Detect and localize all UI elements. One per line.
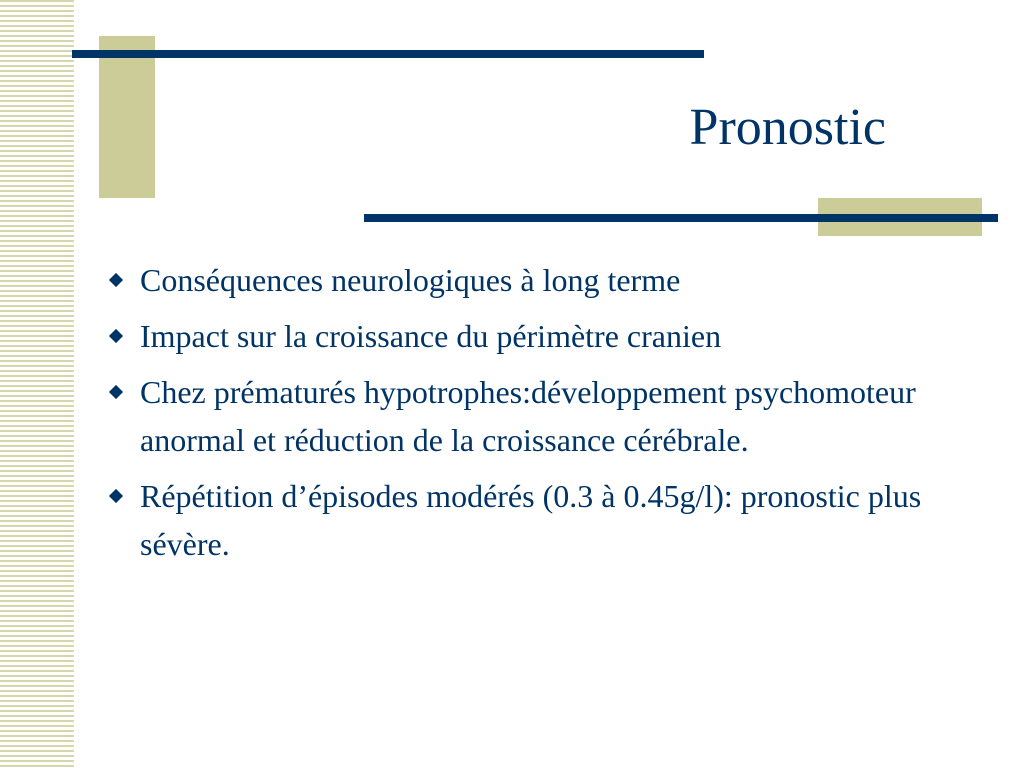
- bullet-item: [104, 368, 984, 464]
- bullet-text: Conséquences neurologiques à long terme: [140, 262, 681, 298]
- title-rule-bottom: [364, 214, 998, 222]
- bullet-item: [104, 256, 984, 304]
- title-rule-top: [72, 50, 704, 58]
- diamond-bullet-icon: [109, 273, 123, 287]
- diamond-bullet-icon: [109, 329, 123, 343]
- slide-title: Pronostic: [689, 99, 886, 156]
- bullet-text: Impact sur la croissance du périmètre cranien: [140, 318, 722, 354]
- bullet-item: [104, 472, 984, 568]
- bullet-text: Répétition d’épisodes modérés (0.3 à 0.45g/l): pronostic plus sévère.: [140, 478, 922, 562]
- bullet-text: Chez prématurés hypotrophes:développement psychomoteur anormal et réduction de la croissance cérébrale.: [140, 374, 916, 458]
- diamond-bullet-icon: [109, 489, 123, 503]
- diamond-bullet-icon: [109, 385, 123, 399]
- bullet-item: [104, 312, 984, 360]
- decorative-accent-block-top: [99, 36, 155, 198]
- bullet-list: [104, 256, 984, 576]
- decorative-left-stripes: [0, 0, 74, 768]
